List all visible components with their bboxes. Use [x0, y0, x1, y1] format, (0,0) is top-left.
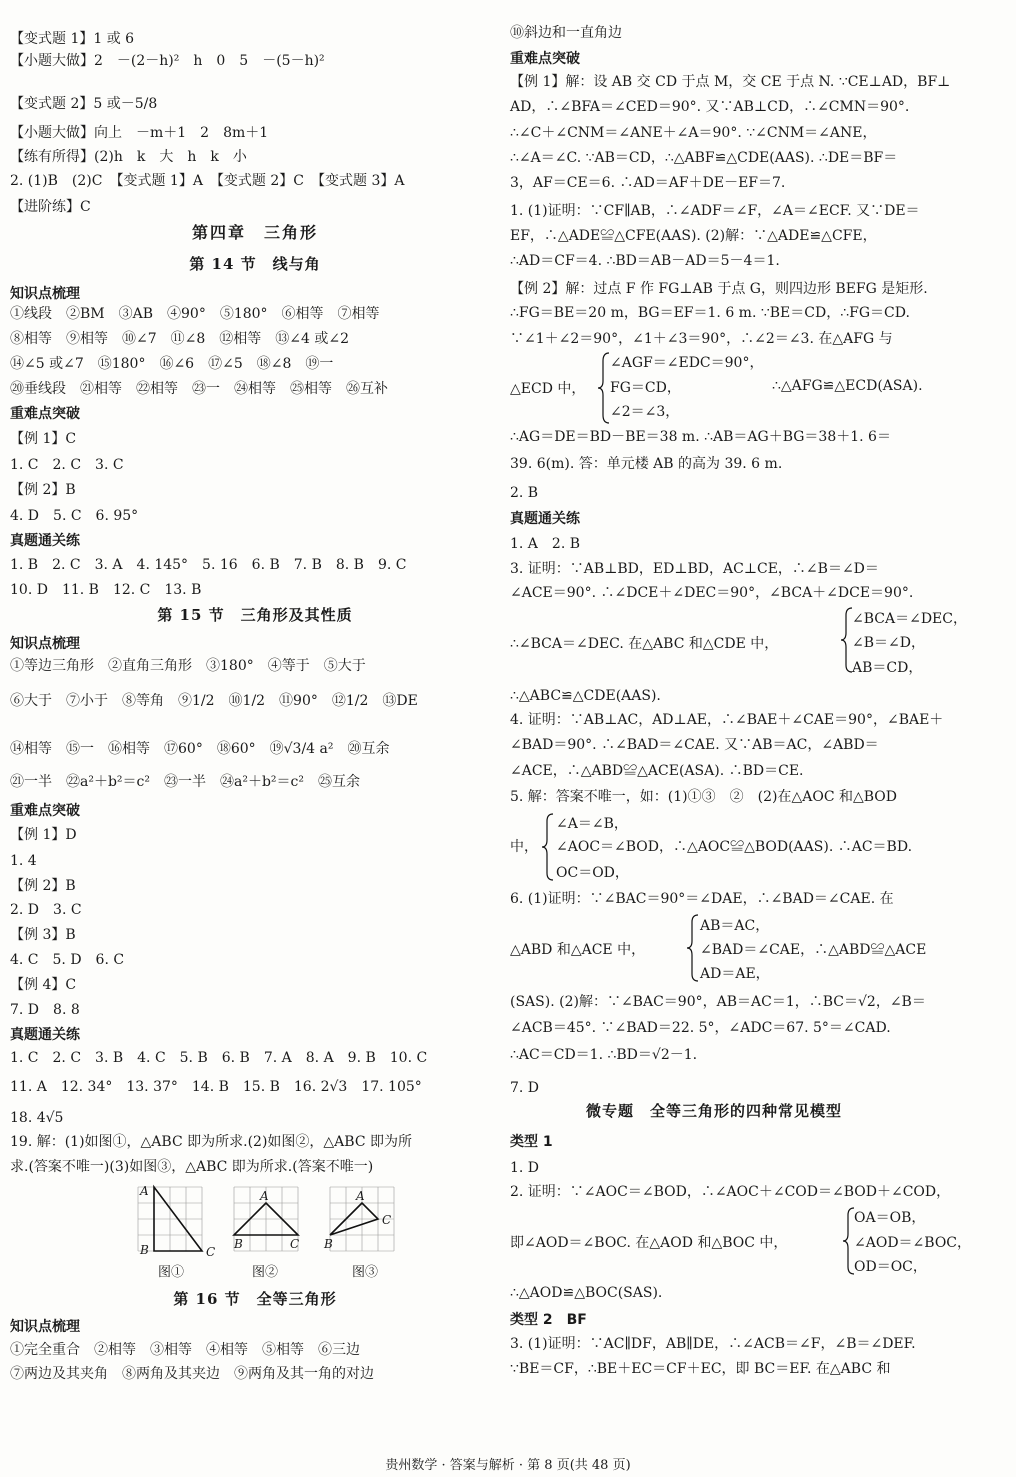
- right-line-41: ∠BAD＝∠CAE，∴△ABD≌△ACE: [700, 942, 927, 958]
- brace-q3: [840, 606, 854, 674]
- left-line-30: 1. 4: [10, 853, 37, 869]
- left-line-23: 知识点梳理: [10, 636, 80, 652]
- right-line-45: ∴AC＝CD＝1. ∴BD＝√2－1.: [510, 1047, 698, 1063]
- right-line-17: ∠2＝∠3，: [610, 404, 680, 420]
- right-line-30: 4. 证明：∵AB⊥AC，AD⊥AE，∴∠BAE＋∠CAE＝90°，∠BAE＋: [510, 712, 944, 728]
- right-line-40: △ABD 和△ACE 中，: [510, 942, 646, 958]
- fig1-label-c: C: [206, 1245, 216, 1259]
- right-line-52: 即∠AOD＝∠BOC. 在△AOD 和△BOC 中，: [510, 1235, 788, 1251]
- left-line-43: 第 16 节 全等三角形: [173, 1290, 337, 1308]
- fig1-caption: 图①: [158, 1265, 185, 1280]
- fig2-caption: 图②: [252, 1265, 279, 1280]
- brace-type1-q2: [842, 1206, 856, 1276]
- right-line-25: ∠BCA＝∠DEC，: [852, 611, 967, 627]
- right-line-2: 【例 1】解：设 AB 交 CD 于点 M，交 CE 于点 N. ∵CE⊥AD，BF⊥: [510, 74, 951, 90]
- left-line-24: ①等边三角形 ②直角三角形 ③180° ④等于 ⑤大于: [10, 658, 366, 674]
- left-line-36: 7. D 8. 8: [10, 1002, 80, 1018]
- left-line-40: 18. 4√5: [10, 1110, 64, 1126]
- left-line-2: 【变式题 2】5 或－5/8: [10, 96, 158, 112]
- left-line-41: 19. 解：(1)如图①，△ABC 即为所求.(2)如图②，△ABC 即为所: [10, 1134, 412, 1150]
- left-line-5: 2. (1)B (2)C 【变式题 1】A 【变式题 2】C 【变式题 3】A: [10, 173, 405, 189]
- left-line-29: 【例 1】D: [10, 827, 77, 843]
- right-line-19: 39. 6(m). 答：单元楼 AB 的高为 39. 6 m.: [510, 456, 783, 472]
- left-line-32: 2. D 3. C: [10, 902, 82, 918]
- right-line-32: ∠ACE，∴△ABD≌△ACE(ASA). ∴BD＝CE.: [510, 763, 804, 779]
- right-line-26: ∴∠BCA＝∠DEC. 在△ABC 和△CDE 中，: [510, 636, 779, 652]
- left-line-46: ⑦两边及其夹角 ⑧两角及其夹边 ⑨两角及其一角的对边: [10, 1366, 374, 1382]
- right-line-33: 5. 解：答案不唯一，如：(1)①③ ② (2)在△AOC 和△BOD: [510, 789, 898, 805]
- left-line-44: 知识点梳理: [10, 1319, 80, 1335]
- right-line-9: ∴AD＝CF＝4. ∴BD＝AB－AD＝5－4＝1.: [510, 253, 780, 269]
- left-line-28: 重难点突破: [10, 803, 80, 819]
- fig3-label-b: B: [324, 1237, 333, 1251]
- left-line-9: 知识点梳理: [10, 286, 80, 302]
- fig3-label-a: A: [356, 1189, 365, 1203]
- right-line-57: 3. (1)证明：∵AC∥DF，AB∥DE，∴∠ACB＝∠F，∠B＝∠DEF.: [510, 1336, 916, 1352]
- right-line-16: ∴△AFG≌△ECD(ASA).: [772, 378, 923, 394]
- left-line-10: ①线段 ②BM ③AB ④90° ⑤180° ⑥相等 ⑦相等: [10, 306, 380, 322]
- left-line-42: 求.(答案不唯一)(3)如图③，△ABC 即为所求.(答案不唯一): [10, 1159, 374, 1175]
- right-line-10: 【例 2】解：过点 F 作 FG⊥AB 于点 G，则四边形 BEFG 是矩形.: [510, 281, 928, 297]
- left-line-34: 4. C 5. D 6. C: [10, 952, 125, 968]
- right-line-42: AD＝AE，: [700, 966, 770, 982]
- right-line-43: (SAS). (2)解：∵∠BAC＝90°，AB＝AC＝1，∴BC＝√2，∠B＝: [510, 994, 926, 1010]
- left-line-22: 第 15 节 三角形及其性质: [157, 606, 353, 624]
- left-line-12: ⑭∠5 或∠7 ⑮180° ⑯∠6 ⑰∠5 ⑱∠8 ⑲一: [10, 356, 334, 372]
- right-line-21: 真题通关练: [510, 511, 580, 527]
- right-line-34: ∠A＝∠B，: [556, 816, 628, 832]
- right-line-54: OD＝OC，: [854, 1259, 927, 1275]
- right-line-11: ∴FG＝BE＝20 m，BG＝EF＝1. 6 m. ∵BE＝CD，∴FG＝CD.: [510, 305, 910, 321]
- right-line-53: ∠AOD＝∠BOC，: [854, 1235, 972, 1251]
- fig2-label-c: C: [290, 1237, 300, 1251]
- right-line-35: 中，: [510, 839, 538, 855]
- left-line-31: 【例 2】B: [10, 878, 76, 894]
- left-line-0: 【变式题 1】1 或 6: [10, 31, 135, 47]
- brace-q6: [686, 913, 700, 983]
- left-line-4: 【练有所得】(2)h k 大 h k 小: [10, 149, 247, 165]
- brace-q5: [541, 812, 555, 882]
- right-line-28: AB＝CD，: [852, 660, 923, 676]
- left-line-27: ㉑一半 ㉒a²＋b²＝c² ㉓一半 ㉔a²＋b²＝c² ㉕互余: [10, 774, 360, 790]
- brace-example2: [597, 351, 611, 425]
- left-line-1: 【小题大做】2 －(2－h)² h 0 5 －(5－h)²: [10, 53, 325, 69]
- right-line-8: EF，∴△ADE≌△CFE(AAS). (2)解：∵△ADE≌△CFE，: [510, 228, 877, 244]
- right-line-20: 2. B: [510, 485, 539, 501]
- left-line-19: 真题通关练: [10, 533, 80, 549]
- right-line-22: 1. A 2. B: [510, 536, 581, 552]
- left-line-33: 【例 3】B: [10, 927, 76, 943]
- right-line-23: 3. 证明：∵AB⊥BD，ED⊥BD，AC⊥CE，∴∠B＝∠D＝: [510, 561, 879, 577]
- right-line-48: 类型 1: [510, 1134, 553, 1150]
- right-line-39: AB＝AC，: [700, 918, 770, 934]
- left-line-35: 【例 4】C: [10, 977, 77, 993]
- right-line-38: 6. (1)证明：∵∠BAC＝90°＝∠DAE，∴∠BAD＝∠CAE. 在: [510, 891, 894, 907]
- left-line-18: 4. D 5. C 6. 95°: [10, 508, 139, 524]
- right-line-3: AD，∴∠BFA＝∠CED＝90°. 又∵AB⊥CD，∴∠CMN＝90°.: [510, 99, 910, 115]
- right-line-0: ⑩斜边和一直角边: [510, 25, 622, 41]
- left-line-14: 重难点突破: [10, 406, 80, 422]
- left-line-39: 11. A 12. 34° 13. 37° 14. B 15. B 16. 2√3 17. 105°: [10, 1079, 422, 1095]
- left-line-20: 1. B 2. C 3. A 4. 145° 5. 16 6. B 7. B 8. B 9. C: [10, 557, 407, 573]
- right-line-51: OA＝OB，: [854, 1210, 926, 1226]
- left-line-6: 【进阶练】C: [10, 199, 91, 215]
- left-line-3: 【小题大做】向上 －m＋1 2 8m＋1: [10, 125, 269, 141]
- left-line-26: ⑭相等 ⑮一 ⑯相等 ⑰60° ⑱60° ⑲√3/4 a² ⑳互余: [10, 741, 390, 757]
- fig1-label-a: A: [140, 1184, 149, 1198]
- right-line-6: 3，AF＝CE＝6. ∴AD＝AF＋DE－EF＝7.: [510, 175, 786, 191]
- right-line-50: 2. 证明：∵∠AOC＝∠BOD，∴∠AOC＋∠COD＝∠BOD＋∠COD，: [510, 1184, 951, 1200]
- right-line-46: 7. D: [510, 1080, 540, 1096]
- right-line-1: 重难点突破: [510, 51, 580, 67]
- right-line-27: ∠B＝∠D，: [852, 635, 925, 651]
- right-line-14: △ECD 中，: [510, 381, 586, 397]
- page-footer: 贵州数学 · 答案与解析 · 第 8 页(共 48 页): [385, 1458, 631, 1473]
- fig1-label-b: B: [140, 1243, 149, 1257]
- right-line-36: ∠AOC＝∠BOD，∴△AOC≌△BOD(AAS). ∴AC＝BD.: [556, 839, 913, 855]
- right-line-29: ∴△ABC≌△CDE(AAS).: [510, 688, 661, 704]
- right-line-55: ∴△AOD≌△BOC(SAS).: [510, 1285, 663, 1301]
- right-line-56: 类型 2 BF: [510, 1312, 587, 1328]
- left-line-13: ⑳垂线段 ㉑相等 ㉒相等 ㉓一 ㉔相等 ㉕相等 ㉖互补: [10, 381, 388, 397]
- right-line-24: ∠ACE＝90°. ∴∠DCE＋∠DEC＝90°，∠BCA＋∠DCE＝90°.: [510, 585, 914, 601]
- right-line-37: OC＝OD，: [556, 865, 629, 881]
- left-line-17: 【例 2】B: [10, 482, 76, 498]
- right-line-7: 1. (1)证明：∵CF∥AB，∴∠ADF＝∠F，∠A＝∠ECF. 又∵DE＝: [510, 203, 920, 219]
- right-line-15: FG＝CD，: [610, 380, 681, 396]
- left-line-11: ⑧相等 ⑨相等 ⑩∠7 ⑪∠8 ⑫相等 ⑬∠4 或∠2: [10, 331, 349, 347]
- left-line-8: 第 14 节 线与角: [189, 255, 321, 273]
- fig3-caption: 图③: [352, 1265, 379, 1280]
- right-line-4: ∴∠C＋∠CNM＝∠ANE＋∠A＝90°. ∵∠CNM＝∠ANE，: [510, 125, 877, 141]
- right-line-49: 1. D: [510, 1160, 540, 1176]
- right-line-5: ∴∠A＝∠C. ∵AB＝CD，∴△ABF≌△CDE(AAS). ∴DE＝BF＝: [510, 150, 898, 166]
- right-line-31: ∠BAD＝90°. ∴∠BAD＝∠CAE. 又∵AB＝AC，∠ABD＝: [510, 737, 879, 753]
- right-line-18: ∴AG＝DE＝BD－BE＝38 m. ∴AB＝AG＋BG＝38＋1. 6＝: [510, 429, 891, 445]
- right-line-58: ∵BE＝CF，∴BE＋EC＝CF＋EC，即 BC＝EF. 在△ABC 和: [510, 1361, 891, 1377]
- figure-group: [130, 1183, 400, 1279]
- left-line-21: 10. D 11. B 12. C 13. B: [10, 582, 202, 598]
- left-line-37: 真题通关练: [10, 1027, 80, 1043]
- left-line-7: 第四章 三角形: [191, 223, 318, 242]
- left-line-25: ⑥大于 ⑦小于 ⑧等角 ⑨1/2 ⑩1/2 ⑪90° ⑫1/2 ⑬DE: [10, 693, 418, 709]
- left-line-16: 1. C 2. C 3. C: [10, 457, 124, 473]
- right-line-44: ∠ACB＝45°. ∵∠BAD＝22. 5°，∠ADC＝67. 5°＝∠CAD.: [510, 1020, 891, 1036]
- left-line-38: 1. C 2. C 3. B 4. C 5. B 6. B 7. A 8. A 9. B 10. C: [10, 1050, 428, 1066]
- right-line-13: ∠AGF＝∠EDC＝90°，: [610, 355, 764, 371]
- right-line-12: ∵∠1＋∠2＝90°，∠1＋∠3＝90°，∴∠2＝∠3. 在△AFG 与: [510, 331, 893, 347]
- left-line-15: 【例 1】C: [10, 431, 77, 447]
- fig3-label-c: C: [382, 1213, 392, 1227]
- left-line-45: ①完全重合 ②相等 ③相等 ④相等 ⑤相等 ⑥三边: [10, 1342, 360, 1358]
- fig2-label-b: B: [234, 1237, 243, 1251]
- fig2-label-a: A: [260, 1189, 269, 1203]
- right-line-47: 微专题 全等三角形的四种常见模型: [586, 1102, 843, 1120]
